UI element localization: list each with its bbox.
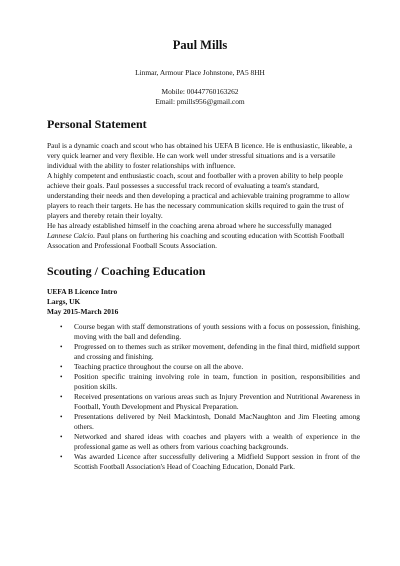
course-dates: May 2015-March 2016 bbox=[47, 307, 119, 316]
bullet-item bbox=[60, 372, 360, 392]
bullet-text: Was awarded Licence after successfully delivering a Midfield Support session in front of the Scottish Football Association's Head of Coaching Education, Donald Park. bbox=[74, 452, 360, 471]
bullet-icon: • bbox=[60, 453, 63, 461]
bullet-item bbox=[60, 412, 360, 432]
bullet-text: Networked and shared ideas with coaches and players with a wealth of experience in the professional game as well as others from various coaching backgrounds. bbox=[74, 432, 360, 451]
course-header bbox=[47, 287, 118, 317]
education-heading: Scouting / Coaching Education bbox=[47, 264, 206, 278]
bullet-icon: • bbox=[60, 323, 63, 331]
statement-paragraph-3-end: Paul plans on furthering his coaching and scouting education with Scottish Football Assocation and Professional Football Scouts Association. bbox=[47, 231, 345, 250]
statement-paragraph-3 bbox=[47, 221, 357, 251]
bullet-text: Teaching practice throughout the course on all the above. bbox=[74, 362, 244, 371]
statement-paragraph-1: Paul is a dynamic coach and scout who has obtained his UEFA B licence. He is enthusiastic, likeable, a very quick learner and very flexible. He can work well under stressful situations and is a versatile individual with the ability to foster relationships with influence. bbox=[47, 141, 353, 170]
bullet-icon: • bbox=[60, 343, 63, 351]
address: Linmar, Armour Place Johnstone, PA5 8HH bbox=[135, 68, 265, 77]
club-name: Lannese Calcio. bbox=[47, 231, 96, 240]
course-name: UEFA B Licence Intro bbox=[47, 287, 118, 296]
bullet-text: Received presentations on various areas such as Injury Prevention and Nutritional Awareness in Football, Youth Development and Physical Preparation. bbox=[74, 392, 360, 411]
bullet-item bbox=[60, 362, 360, 372]
bullet-text: Course began with staff demonstrations of youth sessions with a focus on possession, finishing, moving with the ball and defending. bbox=[74, 322, 360, 341]
personal-statement-body bbox=[47, 141, 357, 251]
course-location: Largs, UK bbox=[47, 297, 81, 306]
bullet-text: Progressed on to themes such as striker movement, defending in the final third, midfield support and crossing and finishing. bbox=[74, 342, 360, 361]
bullet-icon: • bbox=[60, 363, 63, 371]
personal-statement-heading: Personal Statement bbox=[47, 117, 147, 131]
bullet-text: Presentations delivered by Neil Mackintosh, Donald MacNaughton and Jim Fleeting among others. bbox=[74, 412, 360, 431]
bullet-item bbox=[60, 322, 360, 342]
mobile-number: Mobile: 00447760163262 bbox=[161, 87, 239, 96]
bullet-text: Position specific training involving role in team, function in position, responsibilities and position skills. bbox=[74, 372, 360, 391]
bullet-icon: • bbox=[60, 413, 63, 421]
bullet-icon: • bbox=[60, 373, 63, 381]
course-bullet-list bbox=[60, 322, 360, 472]
statement-paragraph-2: A highly competent and enthusiastic coach, scout and footballer with a proven ability to help people achieve their goals. Paul possesses a successful track record of evaluating a team's standard, understanding their needs and then developing a practical and achievable training programme to allow players to reach their targets. He has the necessary communication skills required to gain the trust of players and thereby retain their loyalty. bbox=[47, 171, 350, 220]
candidate-name: Paul Mills bbox=[172, 38, 228, 52]
statement-paragraph-3-start: He has already established himself in the coaching arena abroad where he successfully managed bbox=[47, 221, 332, 230]
bullet-item bbox=[60, 392, 360, 412]
bullet-icon: • bbox=[60, 433, 63, 441]
email-address: Email: pmills956@gmail.com bbox=[155, 97, 245, 106]
bullet-item bbox=[60, 342, 360, 362]
bullet-icon: • bbox=[60, 393, 63, 401]
bullet-item bbox=[60, 452, 360, 472]
bullet-item bbox=[60, 432, 360, 452]
